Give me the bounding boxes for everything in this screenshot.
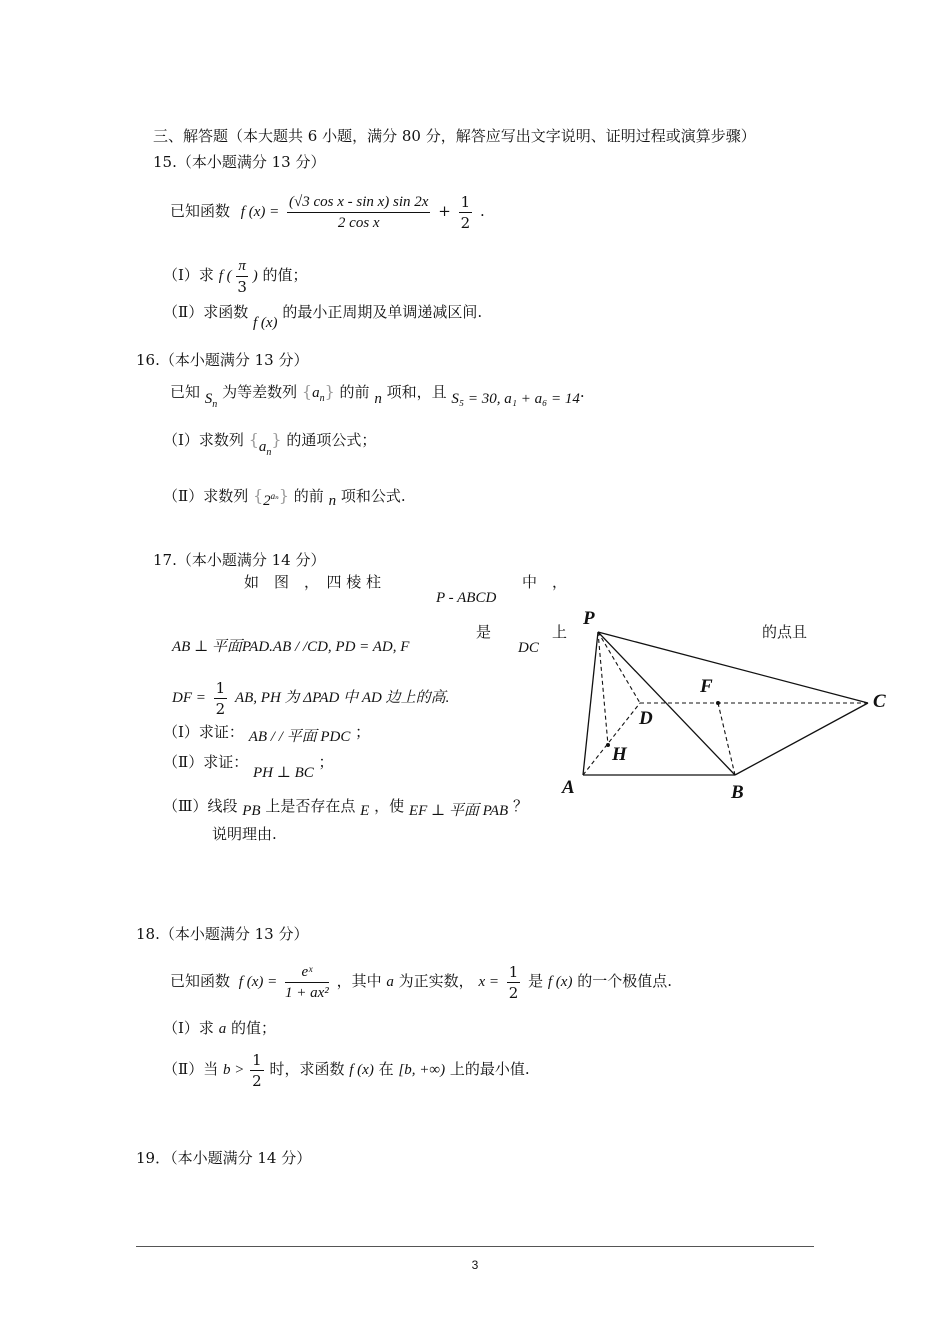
label-P: P <box>583 608 595 629</box>
edge-BC <box>735 703 868 775</box>
q16-part1-tail: 的通项公式； <box>286 431 377 449</box>
q16-part2: （Ⅱ）求数列 $\{2^{a_n}\}$ 的前 n 项和公式. <box>163 486 406 509</box>
q15-intro: 已知函数 <box>170 202 231 220</box>
q15-part1-label: （Ⅰ）求 <box>163 266 214 284</box>
q16-cond-end: . <box>579 383 585 401</box>
q15-part2-label: （Ⅱ）求函数 <box>163 303 249 321</box>
q17-part3-end: ？ <box>512 797 528 815</box>
q17-heading: 17.（本小题满分 14 分） <box>153 551 326 569</box>
point-H <box>606 743 610 747</box>
q15-part1-close: ) <box>252 268 258 284</box>
q17-shi: 是 <box>476 623 492 641</box>
q16-part2-label: （Ⅱ）求数列 <box>163 487 249 505</box>
q18-part2-in: 在 <box>378 1060 394 1078</box>
q17-part1-label: （Ⅰ）求证： <box>163 723 244 741</box>
edge-PD <box>598 632 640 703</box>
q17-part2-end: ； <box>318 753 334 771</box>
q16-part1-an-sub: n <box>266 447 272 458</box>
q16-part2-n: n <box>328 493 337 509</box>
label-D: D <box>639 708 653 729</box>
q15-lhs: f (x) = <box>240 204 280 220</box>
q15-half-den: 2 <box>460 213 471 232</box>
q18-fraction <box>285 962 329 1003</box>
q17-part3-c: ，使 <box>374 797 405 815</box>
q15-heading: 15.（本小题满分 13 分） <box>153 153 326 171</box>
edge-PA <box>583 632 598 775</box>
q16-sn: S <box>204 391 213 407</box>
q18-part2-tail: 上的最小值. <box>449 1060 530 1078</box>
q16-line1-a: 已知 <box>170 383 201 401</box>
q17-part2-expr: PH ⊥ BC <box>252 765 314 781</box>
q15-part2-f: f (x) <box>252 315 278 331</box>
section-header: 三、解答题（本大题共 6 小题，满分 80 分，解答应写出文字说明、证明过程或演算步骤） <box>153 127 756 145</box>
q17-part1-expr: AB / / 平面 PDC <box>248 729 351 745</box>
q17-dc: DC <box>518 640 539 656</box>
q18-part1 <box>163 1018 276 1039</box>
q18-half <box>507 962 521 1003</box>
q17-line3-tail: AB, PH 为 ΔPAD 中 AD 边上的高. <box>234 690 450 706</box>
footer-rule <box>136 1246 814 1247</box>
q15-part2-tail: 的最小正周期及单调递减区间. <box>282 303 483 321</box>
q18-mid1: ，其中 <box>336 972 382 990</box>
page-number: 3 <box>471 1258 479 1272</box>
q15-part1-tail: 的值； <box>262 266 308 284</box>
q18-part2-half <box>250 1050 264 1091</box>
q18-shi: 是 <box>528 972 544 990</box>
q16-n: n <box>374 391 382 407</box>
q17-dedian: 的点且 <box>762 623 808 641</box>
q17-part3-line2: 说明理由. <box>212 825 277 843</box>
label-H: H <box>612 744 627 765</box>
q17-part3-b: 上是否存在点 <box>265 797 356 815</box>
point-F <box>716 701 720 705</box>
label-A: A <box>562 777 575 798</box>
label-B: B <box>731 782 744 803</box>
q16-heading: 16.（本小题满分 13 分） <box>136 351 309 369</box>
q16-line1-c: 的前 <box>339 383 370 401</box>
q18-x-eq: x = <box>478 974 499 990</box>
q17-zhong: 中 ， <box>522 573 568 591</box>
q18-part2-half-num: 1 <box>252 1050 262 1069</box>
q17-pyramid: P - ABCD <box>436 590 497 606</box>
q18-part2-fx: f (x) <box>349 1062 374 1078</box>
q17-ef: EF ⊥ 平面 PAB <box>408 803 509 819</box>
q16-part1: （Ⅰ）求数列 $\{a_n\}$ 的通项公式； <box>163 430 377 458</box>
q16-sn-sub: n <box>212 399 218 410</box>
q16-part2-mid: 的前 <box>293 487 324 505</box>
q18-denominator: 1 + ax² <box>285 984 329 1001</box>
q15-part1-pi: π <box>236 256 248 277</box>
q17-part2-label: （Ⅱ）求证： <box>163 753 249 771</box>
q15-part1-three: 3 <box>237 277 247 296</box>
q17-pb: PB <box>242 803 261 819</box>
q16-an-sub: n <box>319 393 325 404</box>
q15-half-num: 1 <box>460 192 471 211</box>
q16-condition: S₅ = 30, a₁ + a₆ = 14 <box>451 391 580 407</box>
label-F: F <box>700 676 713 697</box>
segment-PH <box>598 632 608 745</box>
q18-mid2: 为正实数， <box>398 972 474 990</box>
q18-lhs: f (x) = <box>238 974 278 990</box>
q18-interval: [b, +∞) <box>398 1062 446 1078</box>
q18-numerator: eˣ <box>285 962 329 983</box>
q18-a: a <box>386 974 394 990</box>
q17-df: DF = <box>172 690 206 706</box>
q16-an: a <box>312 385 320 401</box>
q18-part2-mid: 时，求函数 <box>269 1060 345 1078</box>
q17-part1-end: ； <box>355 723 371 741</box>
q18-half-den: 2 <box>508 983 519 1002</box>
q16-two: 2 <box>263 493 271 509</box>
q15-plus: + <box>438 202 451 220</box>
q18-tail: 的一个极值点. <box>577 972 673 990</box>
q15-fraction-denominator: 2 cos x <box>337 214 380 231</box>
q17-df-num: 1 <box>215 678 226 697</box>
q18-intro: 已知函数 <box>170 972 231 990</box>
q18-fx: f (x) <box>547 974 573 990</box>
q18-line1 <box>170 958 672 1005</box>
q16-part2-tail: 项和公式. <box>340 487 406 505</box>
q18-part1-tail: 的值； <box>231 1019 277 1037</box>
q16-part1-label: （Ⅰ）求数列 <box>163 431 244 449</box>
q18-part2 <box>163 1046 530 1093</box>
q15-fraction-numerator: (√3 cos x - sin x) sin 2x <box>287 192 430 213</box>
edge-PC <box>598 632 868 703</box>
q19-heading: 19．（本小题满分 14 分） <box>136 1149 312 1167</box>
q18-part1-label: （Ⅰ）求 <box>163 1019 214 1037</box>
q16-line1-b: 为等差数列 <box>222 383 298 401</box>
q15-end: . <box>479 202 485 220</box>
q17-part3-label: （Ⅲ）线段 <box>163 797 238 815</box>
q16-line1-d: 项和，且 <box>386 383 447 401</box>
q18-part2-label: （Ⅱ）当 <box>163 1060 219 1078</box>
label-C: C <box>873 691 886 712</box>
q16-part1-an: a <box>258 439 267 455</box>
q17-df-den: 2 <box>215 699 226 718</box>
q18-b-gt: b > <box>222 1062 245 1078</box>
q15-part1-f: f ( <box>218 268 232 284</box>
q16-two-sup: aₙ <box>270 491 279 501</box>
q17-line2: AB ⊥ 平面PAD.AB / /CD, PD = AD, F <box>172 639 410 655</box>
q17-e: E <box>360 803 370 819</box>
q18-part2-half-den: 2 <box>252 1071 262 1090</box>
segment-FB <box>718 703 735 775</box>
q17-shang: 上 <box>552 623 568 641</box>
q18-part1-a: a <box>218 1021 227 1037</box>
q16-line1: 已知 $S_n$ 为等差数列 $\{a_n\}$ 的前 n 项和，且 S₅ = 30, a₁ + a₆ = 14. <box>170 382 585 410</box>
q18-heading: 18.（本小题满分 13 分） <box>136 925 309 943</box>
q18-half-num: 1 <box>508 962 519 981</box>
q17-line1: 如 图 ， 四 棱 柱 <box>244 573 382 591</box>
